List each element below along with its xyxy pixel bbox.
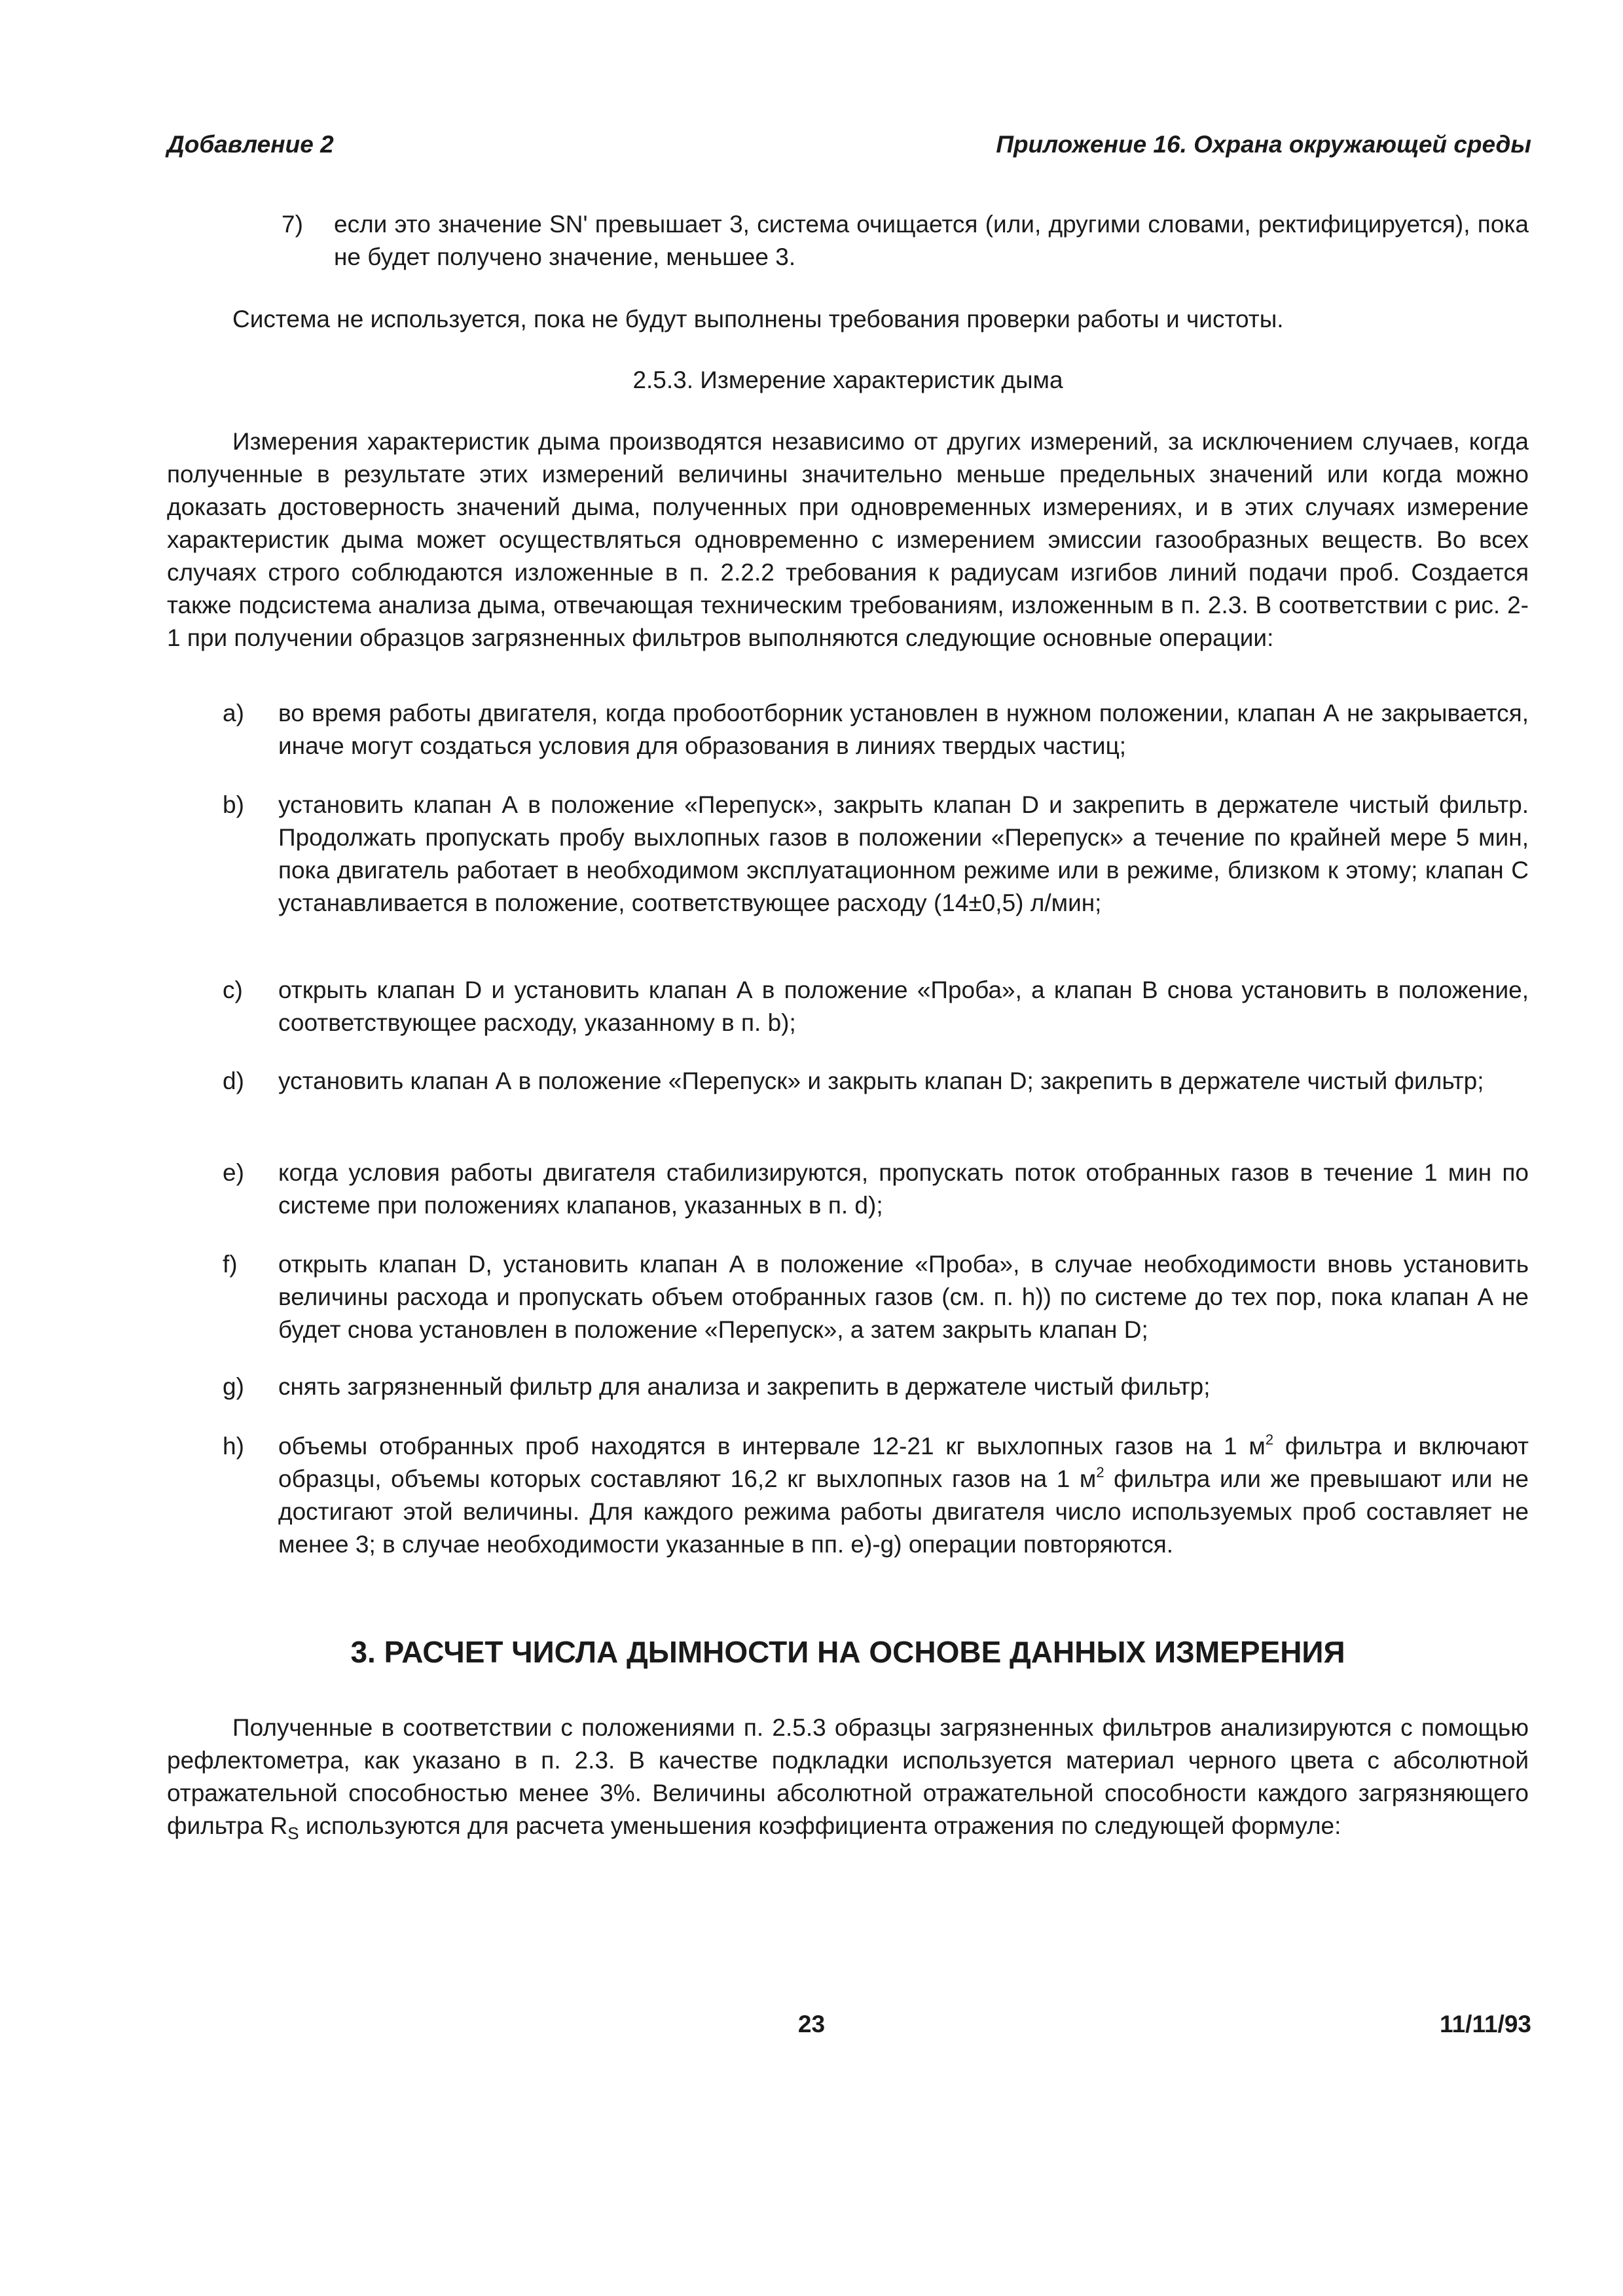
step-text: когда условия работы двигателя стабилизируются, пропускать поток отобранных газов в течение 1 мин по системе при положениях клапанов, указанных в п. d); (278, 1159, 1529, 1219)
section-paragraph-part1: Полученные в соответствии с положениями п. 2.5.3 образцы загрязненных фильтров анализируются с помощью рефлектометра, как указано в п. 2.3. В качестве подкладки используется материал черного цвета с абсолютной отражательной способностью менее 3%. Величины абсолютной отражательной способности каждого загрязняющего фильтра R (167, 1714, 1529, 1839)
step-marker: b) (223, 791, 244, 818)
list-marker: 7) (282, 211, 303, 238)
page-number: 23 (797, 2011, 826, 2037)
superscript: 2 (1096, 1464, 1104, 1480)
step-h-part3: фильтра или же превышают или не достигают этой величины. Для каждого режима работы двигателя число используемых проб составляет не менее 3; в случае необходимости указанные в пп. е)-g) операции повторяются. (278, 1465, 1529, 1558)
step-marker: e) (223, 1159, 244, 1186)
step-text: во время работы двигателя, когда пробоотборник установлен в нужном положении, клапан А не закрывается, иначе могут создаться условия для образования в линиях твердых частиц; (278, 700, 1529, 759)
superscript: 2 (1265, 1431, 1274, 1448)
step-text: снять загрязненный фильтр для анализа и закрепить в держателе чистый фильтр; (278, 1373, 1211, 1400)
header-left: Добавление 2 (167, 131, 334, 158)
step-marker: g) (223, 1373, 244, 1400)
section-paragraph-part2: используются для расчета уменьшения коэффициента отражения по следующей формуле: (299, 1812, 1341, 1839)
subscript: S (287, 1823, 299, 1843)
step-h-part2: фильтра и включают образцы, объемы которых составляют 16,2 кг выхлопных газов на 1 м (278, 1433, 1529, 1492)
step-marker: f) (223, 1251, 238, 1278)
step-text: установить клапан А в положение «Перепуск» и закрыть клапан D; закрепить в держателе чистый фильтр; (278, 1067, 1484, 1094)
step-marker: c) (223, 977, 243, 1003)
step-marker: h) (223, 1433, 244, 1460)
section-paragraph (167, 1712, 1529, 1842)
subsection-title: 2.5.3. Измерение характеристик дыма (632, 367, 1063, 393)
running-header (167, 131, 1531, 170)
step-marker: d) (223, 1067, 244, 1094)
header-right: Приложение 16. Охрана окружающей среды (996, 131, 1531, 158)
system-note: Система не используется, пока не будут выполнены требования проверки работы и чистоты. (232, 306, 1284, 332)
step-text: открыть клапан D, установить клапан А в положение «Проба», в случае необходимости вновь установить величины расхода и пропускать объем отобранных газов (см. п. h)) по системе до тех пор, пока клапан А не будет снова установлен в положение «Перепуск», а затем закрыть клапан D; (278, 1251, 1529, 1343)
step-h-part1: объемы отобранных проб находятся в интервале 12-21 кг выхлопных газов на 1 м (278, 1433, 1266, 1460)
step-text: открыть клапан D и установить клапан А в положение «Проба», а клапан В снова установить в положение, соответствующее расходу, указанному в п. b); (278, 977, 1529, 1036)
footer-date: 11/11/93 (1440, 2011, 1531, 2037)
intro-paragraph: Измерения характеристик дыма производятся независимо от других измерений, за исключением случаев, когда полученные в результате этих измерений величины значительно меньше предельных значений или когда можно доказать достоверность значений дыма, полученных при одновременных измерениях, и в этих случаях измерение характеристик дыма может осуществляться одновременно с измерением эмиссии газообразных веществ. Во всех случаях строго соблюдаются изложенные в п. 2.2.2 требования к радиусам изгибов линий подачи проб. Создается также подсистема анализа дыма, отвечающая техническим требованиям, изложенным в п. 2.3. В соответствии с рис. 2-1 при получении образцов загрязненных фильтров выполняются следующие основные операции: (167, 428, 1529, 651)
list-item-text: если это значение SN' превышает 3, система очищается (или, другими словами, ректифицируется), пока не будет получено значение, меньшее 3. (334, 211, 1529, 270)
section-heading: 3. РАСЧЕТ ЧИСЛА ДЫМНОСТИ НА ОСНОВЕ ДАННЫХ ИЗМЕРЕНИЯ (350, 1635, 1345, 1669)
step-text (278, 1430, 1529, 1561)
step-text: установить клапан А в положение «Перепуск», закрыть клапан D и закрепить в держателе чистый фильтр. Продолжать пропускать пробу выхлопных газов в положении «Перепуск» а течение по крайней мере 5 мин, пока двигатель работает в необходимом эксплуатационном режиме или в режиме, близком к этому; клапан С устанавливается в положение, соответствующее расходу (14±0,5) л/мин; (278, 791, 1529, 916)
step-marker: a) (223, 700, 244, 726)
